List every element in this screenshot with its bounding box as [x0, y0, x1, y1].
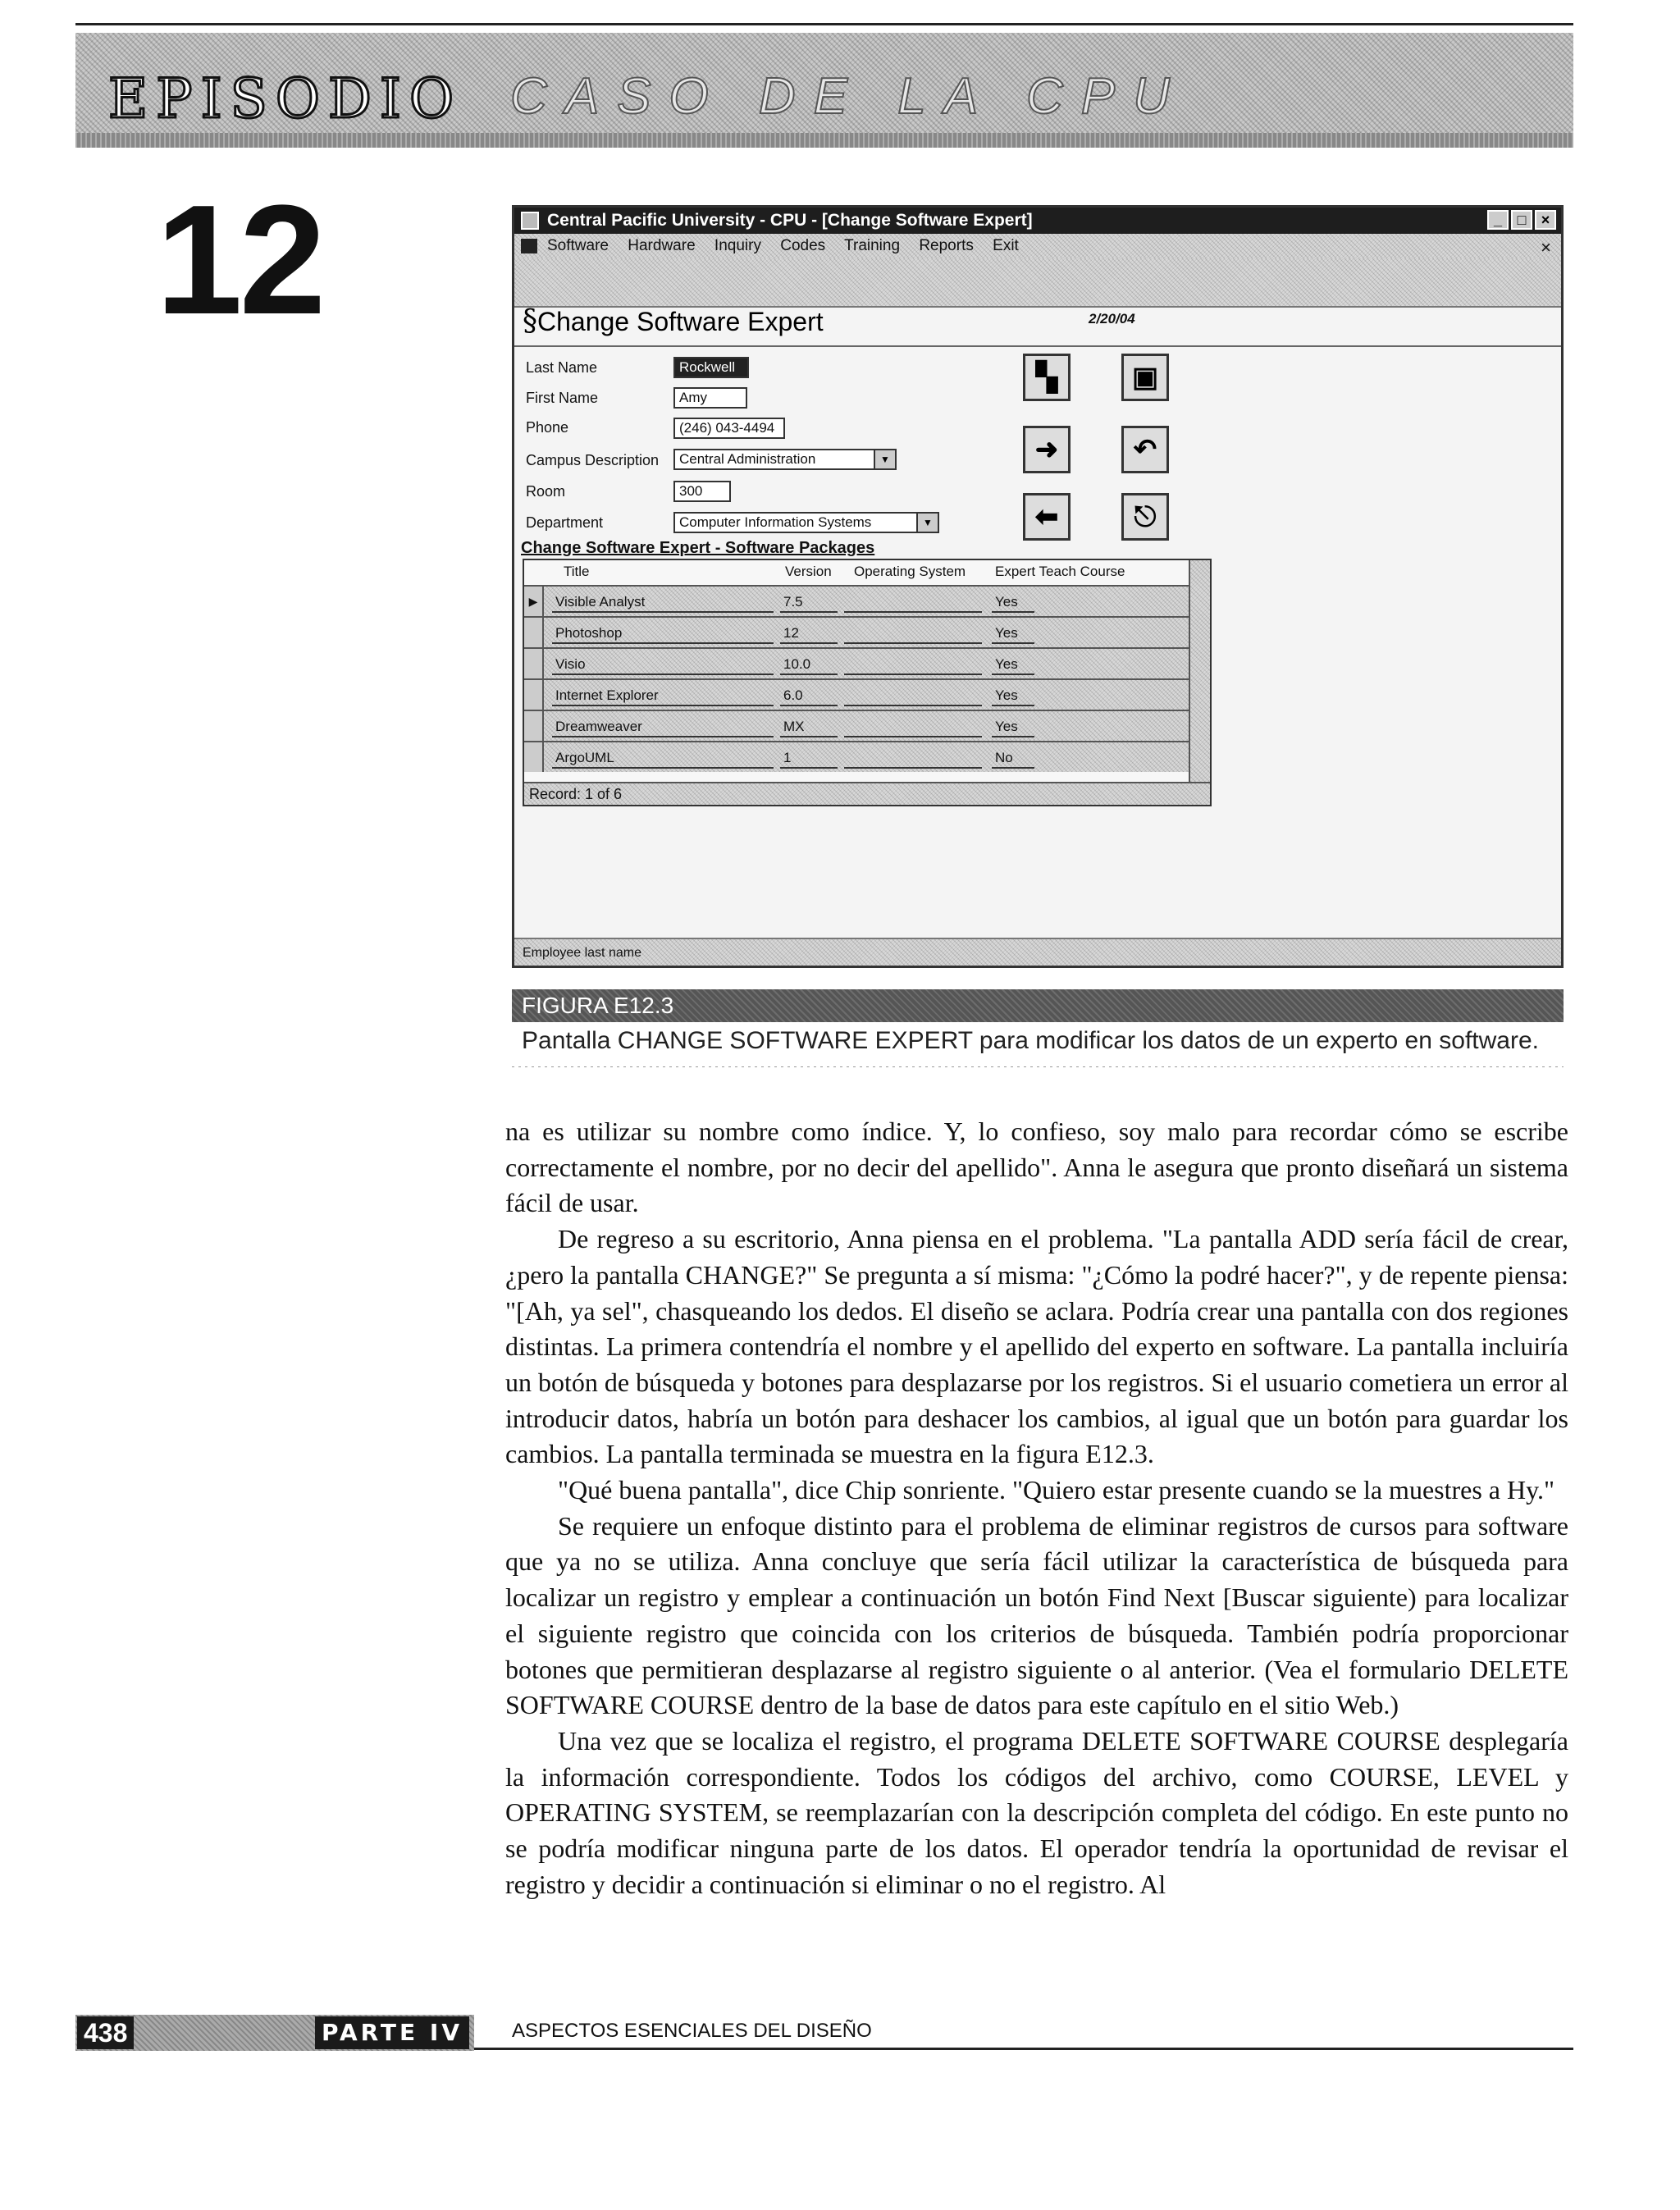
episode-banner	[75, 33, 1573, 148]
column-header-title: Title	[564, 564, 590, 579]
menu-hardware[interactable]: Hardware	[628, 237, 696, 254]
campus-label: Campus Description	[526, 452, 660, 468]
menu-software[interactable]: Software	[547, 237, 609, 254]
footer-bar	[75, 2015, 474, 2051]
row-selector-icon[interactable]	[524, 680, 544, 710]
title-cell[interactable]: Dreamweaver	[552, 718, 774, 737]
menu-inquiry[interactable]: Inquiry	[714, 237, 761, 254]
window-title: Central Pacific University - CPU - [Change Software Expert]	[547, 211, 1033, 230]
grid-scrollbar[interactable]	[1189, 560, 1210, 805]
divider	[514, 345, 1561, 347]
floppy-icon: ▣	[1131, 362, 1159, 393]
column-header-os: Operating System	[854, 564, 966, 579]
os-cell[interactable]	[844, 624, 982, 644]
title-cell[interactable]: Photoshop	[552, 624, 774, 644]
title-cell[interactable]: ArgoUML	[552, 749, 774, 769]
campus-select[interactable]: Central Administration ▼	[673, 449, 897, 470]
os-cell[interactable]	[844, 718, 982, 737]
os-cell[interactable]	[844, 687, 982, 706]
first-name-input[interactable]: Amy	[673, 387, 747, 409]
menu-exit[interactable]: Exit	[993, 237, 1019, 254]
exit-door-icon: ⎋	[1134, 500, 1157, 532]
top-rule	[75, 23, 1573, 25]
table-row[interactable]	[524, 585, 1190, 616]
page-number: 438	[77, 2016, 134, 2049]
figure-screenshot-window	[512, 205, 1564, 968]
part-label: PARTE IV	[315, 2016, 469, 2049]
department-select[interactable]: Computer Information Systems ▼	[673, 512, 939, 533]
paragraph: "Qué buena pantalla", dice Chip sonriente. "Quiero estar presente cuando se la muestres a Hy."	[558, 1475, 1555, 1505]
window-controls	[1487, 210, 1556, 230]
table-row[interactable]	[524, 616, 1190, 647]
toolbar-area	[514, 258, 1561, 308]
banner-bottom-strip	[75, 133, 1573, 148]
paragraph: De regreso a su escritorio, Anna piensa en el problema. "La pantalla ADD sería fácil de crear, ¿pero la pantalla CHANGE?" Se pregunta a sí misma: "¿Cómo la podré hacer?", y de repente piensa: "[Ah, ya sel", chasqueando los dedos. El diseño se aclara. Podría crear una pantalla con dos regiones distintas. La primera contendría el nombre y el apellido del experto en software. La pantalla incluiría un botón de búsqueda y botones para desplazarse por los registros. Si el usuario cometiera un error al introducir datos, habría un botón para deshacer los cambios, al igual que un botón para guardar los cambios. La pantalla terminada se muestra en la figura E12.3.	[505, 1224, 1568, 1469]
figure-label: FIGURA E12.3	[522, 993, 674, 1018]
teach-cell[interactable]: Yes	[992, 593, 1034, 613]
next-record-button[interactable]	[1023, 426, 1071, 473]
menu-codes[interactable]: Codes	[780, 237, 826, 254]
row-selector-icon[interactable]	[524, 711, 544, 741]
column-header-version: Version	[785, 564, 832, 579]
title-cell[interactable]: Visible Analyst	[552, 593, 774, 613]
previous-record-button[interactable]	[1023, 493, 1071, 541]
paragraph: Una vez que se localiza el registro, el programa DELETE SOFTWARE COURSE desplegaría la información correspondiente. Todos los códigos del archivo, como COURSE, LEVEL y OPERATING SYSTEM, se reemplazarían con la descripción completa del código. En este punto no se podría modificar ninguna parte de los datos. El operador tendría la oportunidad de revisar el registro y decidir a continuación si eliminar o no el registro. Al	[505, 1725, 1568, 1899]
close-icon[interactable]: ×	[1535, 210, 1556, 230]
find-button[interactable]	[1023, 354, 1071, 401]
room-input[interactable]: 300	[673, 481, 731, 502]
version-cell[interactable]: 12	[780, 624, 838, 644]
form-title: §Change Software Expert	[523, 304, 824, 338]
teach-cell[interactable]: Yes	[992, 624, 1034, 644]
menu-bar	[514, 234, 1561, 258]
phone-label: Phone	[526, 419, 569, 436]
undo-icon: ↶	[1133, 434, 1157, 465]
title-cell[interactable]: Internet Explorer	[552, 687, 774, 706]
row-selector-icon[interactable]: ▶	[524, 587, 544, 616]
first-name-label: First Name	[526, 390, 599, 406]
subform-title: Change Software Expert - Software Packages	[521, 539, 875, 557]
version-cell[interactable]: MX	[780, 718, 838, 737]
form-icon	[521, 239, 537, 253]
chapter-number: 12	[156, 173, 323, 347]
phone-input[interactable]: (246) 043-4494	[673, 418, 785, 439]
caption-rule	[512, 1066, 1564, 1067]
status-bar: Employee last name	[514, 938, 1561, 966]
version-cell[interactable]: 10.0	[780, 655, 838, 675]
row-selector-icon[interactable]	[524, 618, 544, 647]
table-row[interactable]	[524, 647, 1190, 678]
figure-caption: Pantalla CHANGE SOFTWARE EXPERT para modificar los datos de un experto en software.	[522, 1027, 1539, 1054]
row-selector-icon[interactable]	[524, 649, 544, 678]
binoculars-icon: ▚	[1035, 362, 1058, 393]
record-navigator[interactable]: Record: 1 of 6	[524, 782, 1210, 805]
menu-reports[interactable]: Reports	[919, 237, 974, 254]
save-button[interactable]	[1121, 354, 1169, 401]
form-close-icon[interactable]: ×	[1541, 237, 1551, 258]
window-titlebar	[514, 208, 1561, 234]
os-cell[interactable]	[844, 593, 982, 613]
case-title: CASO DE LA CPU	[510, 68, 1188, 125]
arrow-right-icon: ➜	[1034, 434, 1059, 465]
chevron-down-icon[interactable]: ▼	[916, 514, 938, 532]
os-cell[interactable]	[844, 749, 982, 769]
undo-button[interactable]	[1121, 426, 1169, 473]
episode-label: EPISODIO	[108, 67, 463, 130]
version-cell[interactable]: 1	[780, 749, 838, 769]
title-cell[interactable]: Visio	[552, 655, 774, 675]
body-text	[505, 1114, 1568, 1902]
minimize-icon[interactable]: _	[1487, 210, 1509, 230]
teach-cell[interactable]: Yes	[992, 655, 1034, 675]
paragraph: Se requiere un enfoque distinto para el problema de eliminar registros de cursos para software que ya no se utiliza. Anna concluye que sería fácil utilizar la característica de búsqueda para localizar un registro y emplear a continuación un botón Find Next [Buscar siguiente) para localizar el siguiente registro que coincida con los criterios de búsqueda. También podría proporcionar botones que permitieran desplazarse al registro siguiente o al anterior. (Vea el formulario DELETE SOFTWARE COURSE dentro de la base de datos para este capítulo en el sitio Web.)	[505, 1510, 1568, 1720]
room-label: Room	[526, 483, 566, 500]
section-icon: §	[523, 304, 537, 338]
app-icon	[521, 212, 539, 230]
table-row[interactable]	[524, 678, 1190, 710]
menu-training[interactable]: Training	[844, 237, 901, 254]
footer-rule	[474, 2048, 1573, 2050]
section-title: ASPECTOS ESENCIALES DEL DISEÑO	[512, 2020, 872, 2042]
column-header-teach: Expert Teach Course	[995, 564, 1125, 579]
paragraph: na es utilizar su nombre como índice. Y, lo confieso, soy malo para recordar cómo se escribe correctamente el nombre, por no decir del apellido". Anna le asegura que pronto diseñará un sistema fácil de usar.	[505, 1116, 1568, 1218]
department-label: Department	[526, 514, 604, 531]
maximize-icon[interactable]: □	[1511, 210, 1532, 230]
arrow-left-icon: ⬅	[1034, 501, 1059, 532]
software-packages-grid	[523, 559, 1212, 806]
figure-caption-bar	[512, 989, 1564, 1022]
version-cell[interactable]: 6.0	[780, 687, 838, 706]
table-row[interactable]	[524, 710, 1190, 741]
last-name-label: Last Name	[526, 359, 598, 376]
row-selector-icon[interactable]	[524, 742, 544, 772]
teach-cell[interactable]: Yes	[992, 687, 1034, 706]
version-cell[interactable]: 7.5	[780, 593, 838, 613]
chevron-down-icon[interactable]: ▼	[874, 450, 895, 468]
exit-button[interactable]	[1121, 493, 1169, 541]
table-row[interactable]	[524, 741, 1190, 772]
teach-cell[interactable]: Yes	[992, 718, 1034, 737]
teach-cell[interactable]: No	[992, 749, 1034, 769]
last-name-input[interactable]: Rockwell	[673, 357, 749, 378]
os-cell[interactable]	[844, 655, 982, 675]
form-date: 2/20/04	[1089, 311, 1135, 326]
